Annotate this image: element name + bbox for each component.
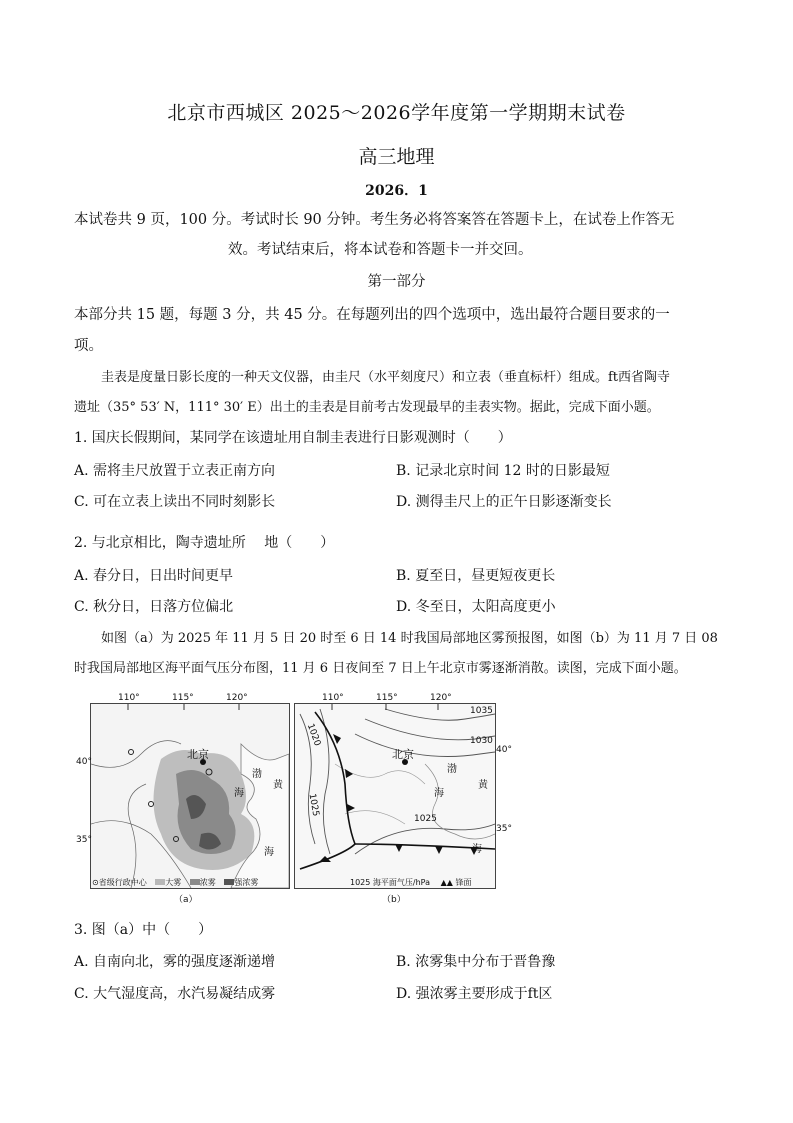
question-3-option-c: C. 大气湿度高，水汽易凝结成雾	[74, 986, 276, 1002]
question-2-option-d: D. 冬至日，太阳高度更小	[396, 599, 556, 615]
part-intro-line-1: 本部分共 15 题，每题 3 分，共 45 分。在每题列出的四个选项中，选出最符合题目要求的一	[74, 307, 670, 323]
exam-subtitle: 高三地理	[358, 146, 435, 168]
legend-strong-swatch	[224, 879, 234, 885]
figure-b-legend	[350, 877, 471, 888]
instructions-line-2: 效。考试结束后，将本试卷和答题卡一并交回。	[228, 242, 533, 258]
figure-a-lon-115: 115°	[172, 693, 194, 703]
figure-b-sea-bo: 渤	[447, 764, 457, 775]
figure-a-lon-120: 120°	[226, 693, 248, 703]
legend-front: 锋面	[455, 878, 472, 887]
question-3-stem: 3. 图（a）中（ ）	[74, 922, 213, 938]
figure-a-fog-forecast-map	[90, 703, 290, 889]
figure-b-sea-huang: 黄	[478, 780, 488, 791]
figure-a-city-label: 北京	[187, 748, 209, 761]
passage-1-line-2: 遗址（35° 53′ N，111° 30′ E）出土的圭表是目前考古发现最早的圭表实物。据此，完成下面小题。	[74, 400, 660, 415]
legend-isobar: 1025 海平面气压/hPa	[350, 878, 431, 887]
figure-a-lat-35: 35°	[76, 835, 92, 845]
question-2-option-b: B. 夏至日，昼更短夜更长	[396, 568, 556, 584]
part-intro-line-2: 项。	[74, 338, 103, 354]
legend-province-center: ⊙省级行政中心	[92, 878, 147, 887]
figure-b-sea-hai2: 海	[472, 844, 482, 855]
question-2-option-c: C. 秋分日，日落方位偏北	[74, 599, 234, 615]
figure-a-sea-hai2: 海	[264, 847, 274, 858]
figure-a-legend	[92, 877, 258, 888]
exam-title: 北京市西城区 2025～2026学年度第一学期期末试卷	[167, 102, 626, 124]
question-2-stem: 2. 与北京相比，陶寺遗址所 地（ ）	[74, 535, 335, 551]
exam-date: 2026．1	[365, 183, 428, 199]
figure-b-lon-120: 120°	[430, 693, 452, 703]
figure-b-lon-115: 115°	[376, 693, 398, 703]
figure-b-isobar-1020: 1020	[304, 722, 323, 748]
passage-2-line-2: 时我国局部地区海平面气压分布图，11 月 6 日夜间至 7 日上午北京市雾逐渐消散。读图，完成下面小题。	[74, 661, 687, 676]
legend-dense: 浓雾	[199, 878, 216, 887]
question-1-stem: 1. 国庆长假期间，某同学在该遗址用自制圭表进行日影观测时（ ）	[74, 430, 512, 446]
legend-front-symbol: ▲▲	[440, 878, 453, 887]
question-3-option-b: B. 浓雾集中分布于晋鲁豫	[396, 954, 556, 970]
part-heading: 第一部分	[367, 274, 426, 290]
question-3-option-a: A. 自南向北，雾的强度逐渐递增	[74, 954, 276, 970]
passage-1-line-1: 圭表是度量日影长度的一种天文仪器，由圭尺（水平刻度尺）和立表（垂直标杆）组成。ft西省陶寺	[101, 370, 671, 385]
figure-a-caption: （a）	[174, 895, 198, 905]
question-1-option-b: B. 记录北京时间 12 时的日影最短	[396, 463, 610, 479]
figure-a-sea-bo: 渤	[252, 769, 262, 780]
instructions-line-1: 本试卷共 9 页，100 分。考试时长 90 分钟。考生务必将答案答在答题卡上，在试卷上作答无	[74, 212, 675, 228]
figure-b-caption: （b）	[382, 895, 406, 905]
figure-b-sea-hai1: 海	[434, 788, 444, 799]
figure-b-city-label: 北京	[392, 748, 414, 761]
figure-b-isobar-1035: 1035	[470, 706, 493, 716]
question-1-option-d: D. 测得圭尺上的正午日影逐渐变长	[396, 494, 612, 510]
figure-a-sea-huang: 黄	[273, 780, 283, 791]
figure-b-isobar-1030: 1030	[470, 736, 493, 746]
figure-a-lat-40: 40°	[76, 757, 92, 767]
figure-a-sea-hai1: 海	[234, 788, 244, 799]
passage-2-line-1: 如图（a）为 2025 年 11 月 5 日 20 时至 6 日 14 时我国局部地区雾预报图，如图（b）为 11 月 7 日 08	[101, 631, 718, 646]
figure-b-isobar-1025-b: 1025	[414, 814, 437, 824]
question-2-option-a: A. 春分日，日出时间更早	[74, 568, 234, 584]
legend-fog-swatch	[155, 879, 165, 885]
figure-b-pressure-map	[294, 703, 496, 889]
figure-a-lon-110: 110°	[118, 693, 140, 703]
question-1-option-c: C. 可在立表上读出不同时刻影长	[74, 494, 276, 510]
legend-dense-swatch	[190, 879, 200, 885]
legend-fog: 大雾	[165, 878, 182, 887]
question-1-option-a: A. 需将圭尺放置于立表正南方向	[74, 463, 276, 479]
legend-strong: 强浓雾	[234, 878, 259, 887]
figure-b-isobar-1025-a: 1025	[306, 792, 321, 818]
figure-b-lat-40: 40°	[496, 745, 512, 755]
question-3-option-d: D. 强浓雾主要形成于ft区	[396, 986, 553, 1002]
figure-b-lon-110: 110°	[322, 693, 344, 703]
figure-b-lat-35: 35°	[496, 824, 512, 834]
